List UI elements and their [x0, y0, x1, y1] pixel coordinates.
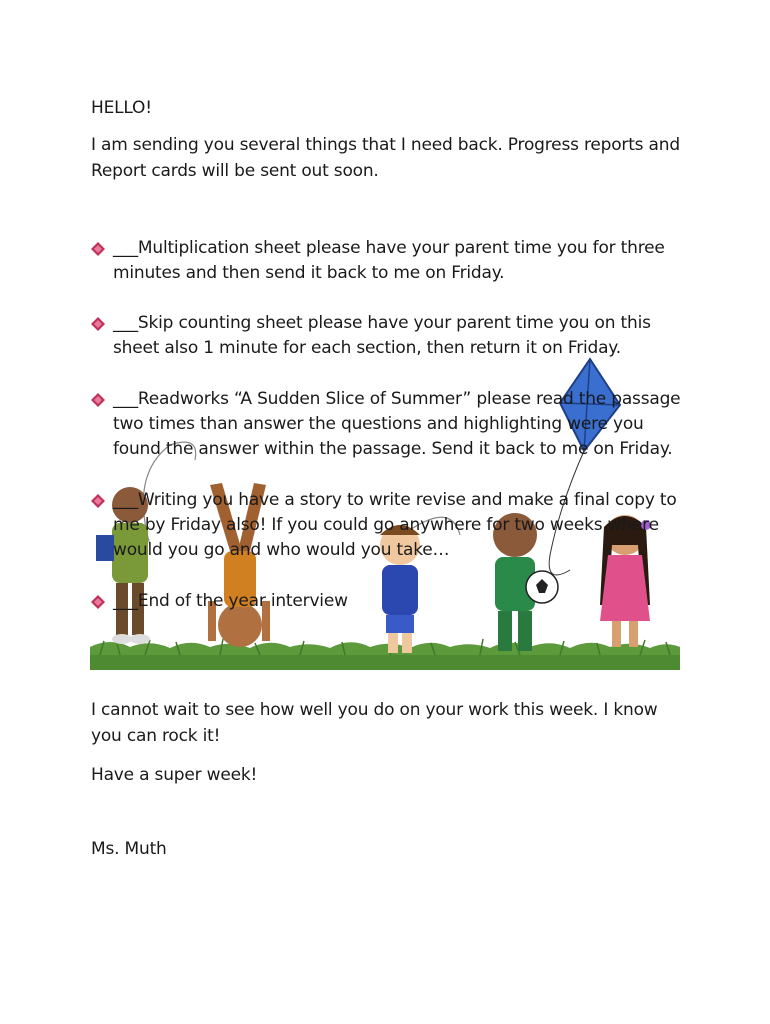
checklist-item-text: ___Multiplication sheet please have your parent time you for three minutes and then send it back to me on Friday. [113, 238, 665, 283]
greeting-text: HELLO! [91, 98, 152, 118]
checklist-item-text: ___Readworks “A Sudden Slice of Summer” please read the passage two times than answer the questions and highlighting were you found the answer within the passage. Send it back to me on Friday. [113, 389, 681, 459]
diamond-bullet-icon [91, 393, 105, 407]
checklist-item-text: ___End of the year interview [113, 591, 348, 611]
sign-off-text: Have a super week! [91, 765, 258, 785]
checklist-item-text: ___Writing you have a story to write revise and make a final copy to me by Friday also! If you could go anywhere for two weeks where would you go and who would you take… [113, 490, 677, 560]
diamond-bullet-icon [91, 242, 105, 256]
diamond-bullet-icon [91, 317, 105, 331]
diamond-bullet-icon [91, 494, 105, 508]
checklist-item-text: ___Skip counting sheet please have your parent time you on this sheet also 1 minute for each section, then return it on Friday. [113, 313, 651, 358]
diamond-bullet-icon [91, 595, 105, 609]
grass-strip [90, 639, 680, 670]
signature-text: Ms. Muth [91, 839, 167, 859]
closing-paragraph: I cannot wait to see how well you do on your work this week. I know you can rock it! [91, 700, 658, 746]
intro-paragraph: I am sending you several things that I need back. Progress reports and Report cards will be sent out soon. [91, 135, 680, 181]
